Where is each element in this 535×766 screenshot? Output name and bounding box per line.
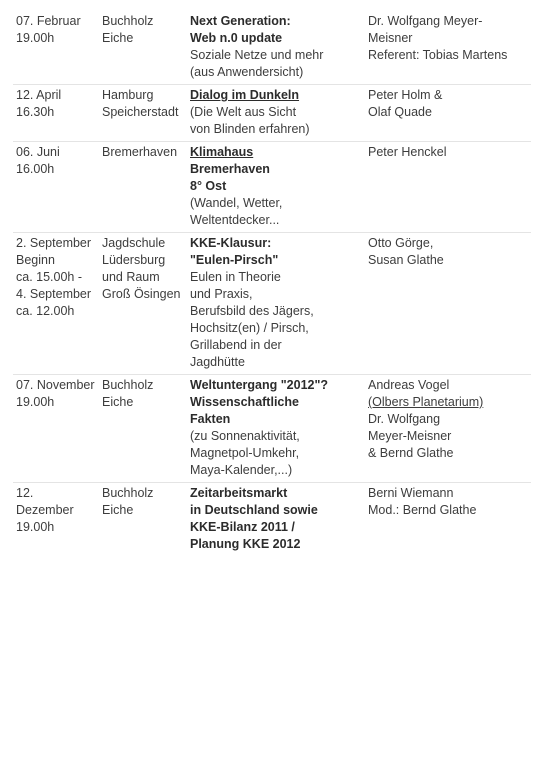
event-speakers: Peter Henckel [365, 142, 531, 233]
event-title-link[interactable]: Dialog im Dunkeln [190, 88, 300, 102]
event-date: 12. Dezember 19.00h [16, 486, 74, 534]
event-place: Buchholz Eiche [99, 11, 187, 85]
event-topic: Klimahaus Bremerhaven 8° Ost (Wandel, Wetter, Weltentdecker... [187, 142, 365, 233]
event-place: Bremerhaven [99, 142, 187, 233]
event-place: Hamburg Speicherstadt [99, 85, 187, 142]
event-row [13, 483, 531, 557]
event-title: in Deutschland sowie [190, 503, 318, 517]
event-title: Weltuntergang "2012"? [190, 378, 329, 392]
event-row [13, 375, 531, 483]
event-date: 2. September Beginn ca. 15.00h - 4. September ca. 12.00h [13, 233, 99, 375]
event-topic: Weltuntergang "2012"? Wissenschaftliche Fakten (zu Sonnenaktivität, Magnetpol-Umkehr, Maya-Kalender,...) [187, 375, 365, 483]
event-title: Planung KKE 2012 [190, 537, 301, 551]
event-date: 07. Februar 19.00h [13, 11, 99, 85]
event-speakers: Peter Holm & Olaf Quade [365, 85, 531, 142]
event-title: Wissenschaftliche [190, 395, 299, 409]
event-title: Web n.0 update [190, 31, 283, 45]
event-title: Next Generation: [190, 14, 291, 28]
event-speakers: Berni Wiemann Mod.: Bernd Glathe [368, 486, 477, 517]
event-title: Bremerhaven [190, 162, 270, 176]
event-row [13, 142, 531, 233]
event-date: 12. April 16.30h [13, 85, 99, 142]
event-date: 07. November 19.00h [13, 375, 99, 483]
event-place: Buchholz Eiche [102, 486, 154, 517]
event-title: Zeitarbeitsmarkt [190, 486, 288, 500]
event-topic: Next Generation: Web n.0 update Soziale Netze und mehr (aus Anwendersicht) [187, 11, 365, 85]
event-schedule-table [13, 11, 531, 556]
event-topic: KKE-Klausur: "Eulen-Pirsch" Eulen in Theorie und Praxis, Berufsbild des Jägers, Hochsitz(en) / Pirsch, Grillabend in der Jagdhütte [187, 233, 365, 375]
event-row [13, 11, 531, 85]
event-speakers: Otto Görge, Susan Glathe [365, 233, 531, 375]
event-title: KKE-Klausur: [190, 236, 272, 250]
event-speakers: Andreas Vogel (Olbers Planetarium) Dr. Wolfgang Meyer-Meisner & Bernd Glathe [365, 375, 531, 483]
event-place: Buchholz Eiche [99, 375, 187, 483]
event-title: "Eulen-Pirsch" [190, 253, 279, 267]
planetarium-link[interactable]: (Olbers Planetarium) [368, 395, 484, 409]
event-place: Jagdschule Lüdersburg und Raum Groß Ösingen [99, 233, 187, 375]
event-row [13, 85, 531, 142]
event-topic [187, 483, 365, 557]
event-topic: Dialog im Dunkeln (Die Welt aus Sicht von Blinden erfahren) [187, 85, 365, 142]
event-title-link[interactable]: Klimahaus [190, 145, 254, 159]
event-row [13, 233, 531, 375]
event-title: Fakten [190, 412, 231, 426]
event-speakers: Dr. Wolfgang Meyer- Meisner Referent: Tobias Martens [365, 11, 531, 85]
event-date: 06. Juni 16.00h [13, 142, 99, 233]
event-title: KKE-Bilanz 2011 / [190, 520, 295, 534]
event-title: 8° Ost [190, 179, 227, 193]
